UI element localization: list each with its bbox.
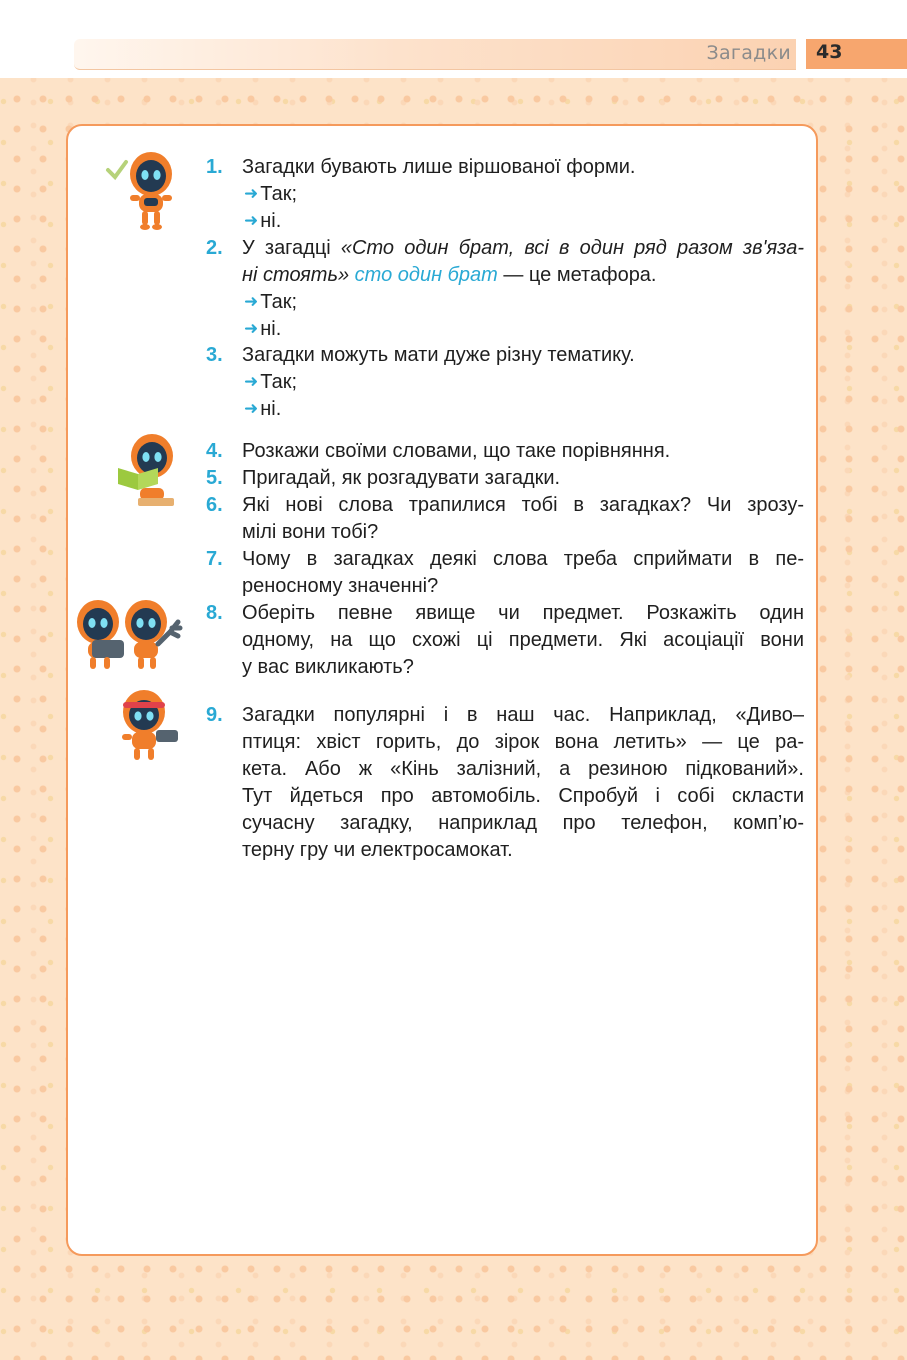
question-text-line: ні стоять» сто один брат — це метафора.: [242, 264, 657, 286]
question-text-line: кета. Або ж «Кінь залізний, а резиною підкований».: [242, 758, 804, 780]
arrow-right-icon: ➜: [244, 399, 259, 418]
riddle-quote: ні стоять»: [242, 264, 350, 286]
question-text-line: у вас викликають?: [242, 656, 414, 678]
question-text: Загадки можуть мати дуже різну тематику.: [242, 344, 635, 366]
question-number: 5.: [206, 467, 223, 489]
question-text-line: Чому в загадках деякі слова треба сприймати в пе-: [242, 548, 804, 570]
question-number: 7.: [206, 548, 223, 570]
question-text-line: Оберіть певне явище чи предмет. Розкажіть один: [242, 602, 804, 624]
question-text-line: Розкажи своїми словами, що таке порівняння.: [242, 440, 671, 462]
checkmark-icon: [108, 162, 126, 177]
question-text-line: птиця: хвіст горить, до зірок вона летить» — це ра-: [242, 731, 804, 753]
arrow-right-icon: ➜: [244, 184, 259, 203]
answer-option-yes[interactable]: ➜ Так;: [244, 371, 297, 393]
question-text-line: У загадці «Сто один брат, всі в один ряд разом зв'яза-: [242, 237, 804, 259]
question-text-line: Тут йдеться про автомобіль. Спробуй і собі скласти: [242, 785, 804, 807]
riddle-quote: «Сто один брат, всі в один ряд разом зв'яза-: [340, 237, 804, 259]
question-text-line: Пригадай, як розгадувати загадки.: [242, 467, 561, 489]
question-text-line: Загадки популярні і в наш час. Наприклад, «Диво–: [242, 704, 804, 726]
question-text-line: мілі вони тобі?: [242, 521, 379, 543]
question-number: 3.: [206, 344, 223, 366]
question-number: 1.: [206, 156, 223, 178]
question-number: 2.: [206, 237, 223, 259]
robot-pair-icon: [74, 598, 186, 674]
robot-mascot-icon: [104, 150, 184, 232]
question-text-block: [242, 465, 804, 492]
question-text-line: Які нові слова трапилися тобі в загадках? Чи зрозу-: [242, 494, 804, 516]
question-text-block: [242, 342, 804, 423]
question-text-block: [242, 438, 804, 465]
question-text-block: [242, 546, 804, 600]
question-text-line: реносному значенні?: [242, 575, 439, 597]
question-text-block: [242, 600, 804, 681]
highlighted-phrase: сто один брат: [354, 264, 498, 286]
question-number: 6.: [206, 494, 223, 516]
answer-option-no[interactable]: ➜ ні.: [244, 210, 282, 232]
question-number: 8.: [206, 602, 223, 624]
header-band: [74, 39, 796, 70]
question-text-line: сучасну загадку, наприклад про телефон, комп’ю-: [242, 812, 804, 834]
question-text: Загадки бувають лише віршованої форми.: [242, 156, 636, 178]
arrow-right-icon: ➜: [244, 372, 259, 391]
question-text-line: терну гру чи електросамокат.: [242, 839, 513, 861]
robot-reading-icon: [112, 432, 184, 510]
question-number: 4.: [206, 440, 223, 462]
answer-option-no[interactable]: ➜ ні.: [244, 318, 282, 340]
arrow-right-icon: ➜: [244, 211, 259, 230]
arrow-right-icon: ➜: [244, 319, 259, 338]
section-title: Загадки: [706, 42, 791, 64]
question-text-block: [242, 492, 804, 546]
answer-option-yes[interactable]: ➜ Так;: [244, 183, 297, 205]
answer-option-no[interactable]: ➜ ні.: [244, 398, 282, 420]
question-text-block: [242, 235, 804, 343]
question-number: 9.: [206, 704, 223, 726]
arrow-right-icon: ➜: [244, 292, 259, 311]
question-text-line: одному, на що схожі ці предмети. Які асоціації вони: [242, 629, 804, 651]
robot-waving-icon: [112, 688, 184, 766]
question-text-block: [242, 702, 804, 864]
page-header: [0, 0, 907, 78]
answer-option-yes[interactable]: ➜ Так;: [244, 291, 297, 313]
question-text-block: [242, 154, 804, 235]
page-number: 43: [816, 41, 843, 63]
